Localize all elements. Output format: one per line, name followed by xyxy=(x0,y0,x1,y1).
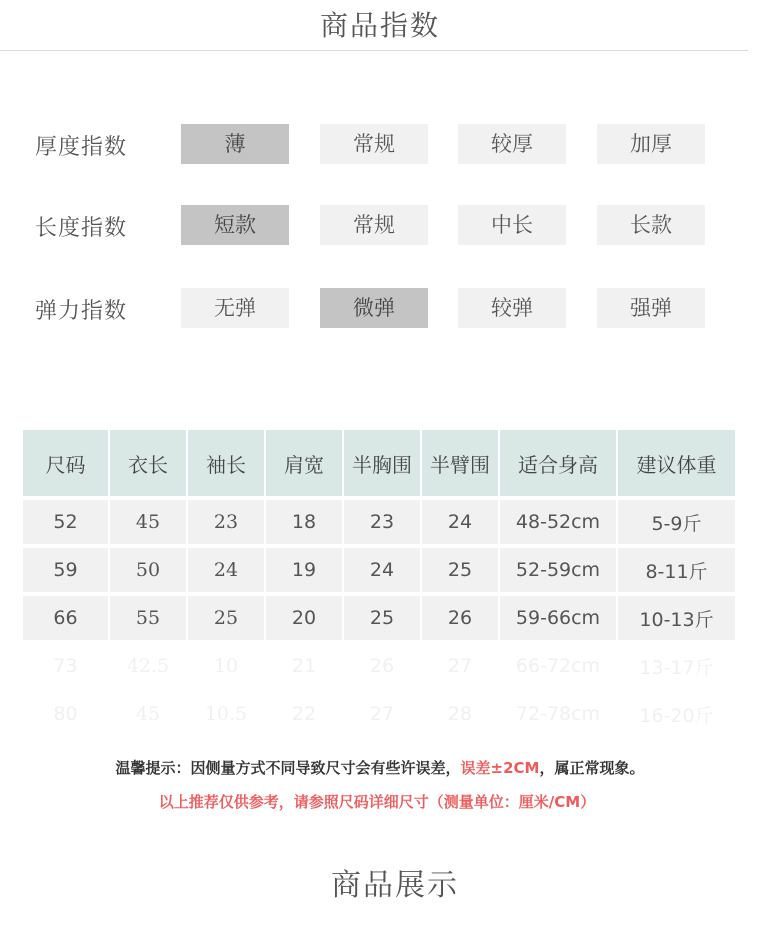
cell-suitable-height: 52-59cm xyxy=(500,544,618,592)
elasticity-option-slight: 微弹 xyxy=(320,288,428,328)
cell-sleeve-length: 10 xyxy=(188,640,266,688)
cell-half-chest: 27 xyxy=(344,688,422,736)
elasticity-index-label: 弹力指数 xyxy=(35,299,128,324)
notice-error-highlight: 误差±2CM xyxy=(460,759,540,777)
cell-garment-length: 45 xyxy=(110,688,188,736)
cell-size: 59 xyxy=(23,544,110,592)
thickness-option-thick: 加厚 xyxy=(597,124,705,164)
reference-notice: 以上推荐仅供参考，请参照尺码详细尺寸（测量单位：厘米/CM） xyxy=(158,793,596,811)
elasticity-option-none: 无弹 xyxy=(181,288,289,328)
notice-prefix: 温馨提示：因侧量方式不同导致尺寸会有些许误差， xyxy=(115,759,461,777)
cell-sleeve-length: 23 xyxy=(188,496,266,544)
length-option-short: 短款 xyxy=(181,205,289,245)
table-row xyxy=(23,592,735,640)
length-option-long: 长款 xyxy=(597,205,705,245)
size-chart-table xyxy=(23,430,735,736)
cell-garment-length: 42.5 xyxy=(110,640,188,688)
cell-size: 52 xyxy=(23,496,110,544)
table-row xyxy=(23,496,735,544)
cell-half-chest: 24 xyxy=(344,544,422,592)
section-title-product-display: 商品展示 xyxy=(331,868,459,903)
header-suitable-height: 适合身高 xyxy=(500,430,618,496)
cell-half-arm: 28 xyxy=(422,688,500,736)
header-suggested-weight: 建议体重 xyxy=(618,430,735,496)
cell-shoulder-width: 22 xyxy=(266,688,344,736)
cell-shoulder-width: 21 xyxy=(266,640,344,688)
table-row xyxy=(23,640,735,688)
cell-garment-length: 45 xyxy=(110,496,188,544)
length-index-label: 长度指数 xyxy=(35,216,128,241)
cell-half-chest: 25 xyxy=(344,592,422,640)
cell-sleeve-length: 10.5 xyxy=(188,688,266,736)
header-size: 尺码 xyxy=(23,430,110,496)
measurement-notice xyxy=(0,757,760,778)
cell-suitable-height: 72-78cm xyxy=(500,688,618,736)
header-garment-length: 衣长 xyxy=(110,430,188,496)
header-sleeve-length: 袖长 xyxy=(188,430,266,496)
table-header-row xyxy=(23,430,735,496)
cell-size: 73 xyxy=(23,640,110,688)
elasticity-option-moderate: 较弹 xyxy=(458,288,566,328)
thickness-index-label: 厚度指数 xyxy=(35,135,128,160)
thickness-option-regular: 常规 xyxy=(320,124,428,164)
header-half-arm: 半臂围 xyxy=(422,430,500,496)
cell-suitable-height: 48-52cm xyxy=(500,496,618,544)
cell-suggested-weight: 5-9斤 xyxy=(618,496,735,544)
notice-suffix: ，属正常现象。 xyxy=(539,759,645,777)
cell-size: 66 xyxy=(23,592,110,640)
cell-half-chest: 26 xyxy=(344,640,422,688)
thickness-option-thicker: 较厚 xyxy=(458,124,566,164)
cell-suitable-height: 66-72cm xyxy=(500,640,618,688)
cell-suitable-height: 59-66cm xyxy=(500,592,618,640)
table-row xyxy=(23,544,735,592)
header-shoulder-width: 肩宽 xyxy=(266,430,344,496)
cell-shoulder-width: 18 xyxy=(266,496,344,544)
cell-garment-length: 50 xyxy=(110,544,188,592)
cell-half-arm: 27 xyxy=(422,640,500,688)
cell-suggested-weight: 13-17斤 xyxy=(618,640,735,688)
cell-shoulder-width: 19 xyxy=(266,544,344,592)
cell-half-arm: 25 xyxy=(422,544,500,592)
cell-half-arm: 26 xyxy=(422,592,500,640)
length-option-medium: 中长 xyxy=(458,205,566,245)
cell-garment-length: 55 xyxy=(110,592,188,640)
title-divider xyxy=(0,50,748,51)
cell-suggested-weight: 8-11斤 xyxy=(618,544,735,592)
cell-suggested-weight: 16-20斤 xyxy=(618,688,735,736)
header-half-chest: 半胸围 xyxy=(344,430,422,496)
cell-sleeve-length: 25 xyxy=(188,592,266,640)
cell-half-chest: 23 xyxy=(344,496,422,544)
cell-sleeve-length: 24 xyxy=(188,544,266,592)
cell-shoulder-width: 20 xyxy=(266,592,344,640)
cell-size: 80 xyxy=(23,688,110,736)
section-title-product-index: 商品指数 xyxy=(319,9,440,42)
cell-half-arm: 24 xyxy=(422,496,500,544)
thickness-option-thin: 薄 xyxy=(181,124,289,164)
elasticity-option-strong: 强弹 xyxy=(597,288,705,328)
table-row xyxy=(23,688,735,736)
cell-suggested-weight: 10-13斤 xyxy=(618,592,735,640)
length-option-regular: 常规 xyxy=(320,205,428,245)
